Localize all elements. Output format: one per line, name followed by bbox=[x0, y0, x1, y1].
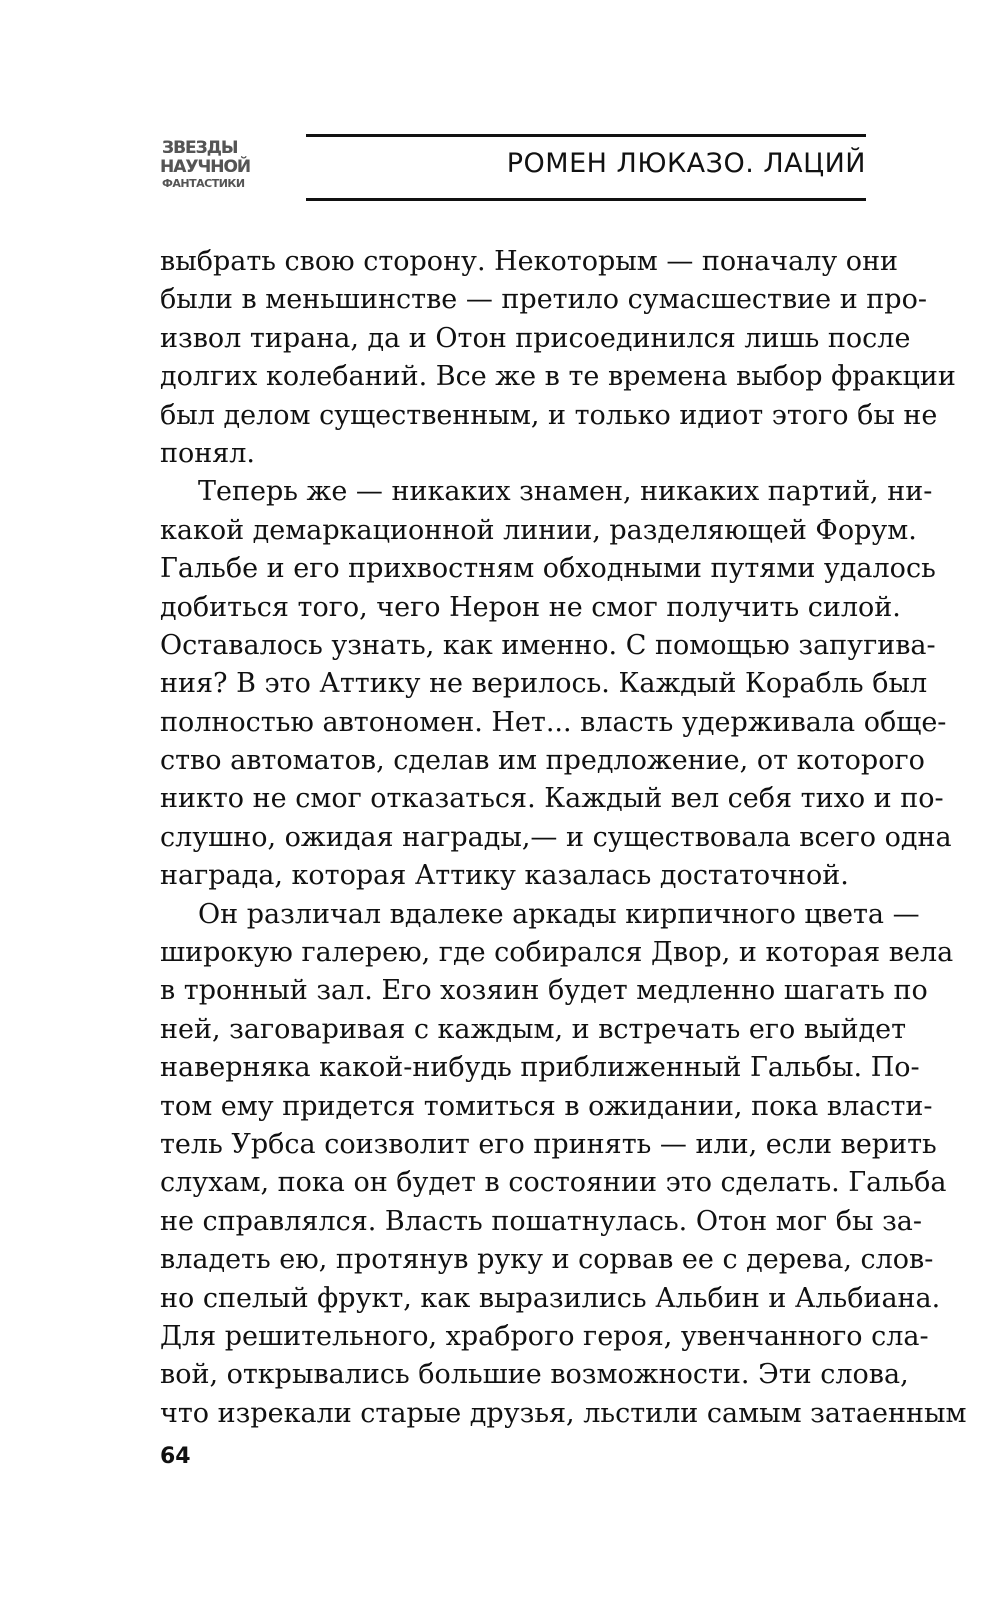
series-logo bbox=[160, 140, 270, 194]
text-line: наверняка какой-нибудь приближенный Гальбы. По- bbox=[160, 1052, 920, 1084]
text-line: тель Урбса соизволит его принять — или, если верить bbox=[160, 1128, 937, 1160]
series-logo-line-2: НАУЧНОЙ bbox=[160, 157, 251, 177]
text-line: Для решительного, храброго героя, увенчанного сла- bbox=[160, 1320, 929, 1352]
text-line: слушно, ожидая награды,— и существовала всего одна bbox=[160, 821, 952, 853]
running-head: РОМЕН ЛЮКАЗО. ЛАЦИЙ bbox=[506, 148, 866, 179]
text-line: ней, заговаривая с каждым, и встречать его выйдет bbox=[160, 1013, 907, 1045]
series-logo-line-3: ФАНТАСТИКИ bbox=[162, 177, 245, 190]
text-line: владеть ею, протянув руку и сорвав ее с дерева, слов- bbox=[160, 1244, 934, 1276]
text-line: какой демаркационной линии, разделяющей Форум. bbox=[160, 514, 917, 546]
text-line: слухам, пока он будет в состоянии это сделать. Гальба bbox=[160, 1167, 947, 1199]
text-line: выбрать свою сторону. Некоторым — поначалу они bbox=[160, 246, 899, 277]
text-line: Он различал вдалеке аркады кирпичного цвета — bbox=[198, 898, 920, 930]
text-line: что изрекали старые друзья, льстили самым затаенным bbox=[160, 1397, 967, 1429]
text-line: долгих колебаний. Все же в те времена выбор фракции bbox=[160, 361, 956, 393]
text-line: не справлялся. Власть пошатнулась. Отон мог бы за- bbox=[160, 1205, 923, 1237]
text-line: награда, которая Аттику казалась достаточной. bbox=[160, 860, 849, 892]
text-line: добиться того, чего Нерон не смог получить силой. bbox=[160, 591, 901, 623]
text-line: но спелый фрукт, как выразились Альбин и Альбиана. bbox=[160, 1282, 941, 1314]
body-text bbox=[160, 243, 967, 1433]
page-number: 64 bbox=[160, 1444, 191, 1469]
series-logo-line-1: ЗВЕЗДЫ bbox=[162, 138, 238, 158]
text-line: понял. bbox=[160, 437, 256, 469]
text-line: вой, открывались большие возможности. Эти слова, bbox=[160, 1359, 909, 1391]
text-line: ство автоматов, сделав им предложение, от которого bbox=[160, 745, 925, 777]
header-rule-bottom bbox=[306, 198, 866, 201]
text-line: в тронный зал. Его хозяин будет медленно шагать по bbox=[160, 975, 928, 1007]
header-rule-top bbox=[306, 134, 866, 137]
text-line: ния? В это Аттику не верилось. Каждый Корабль был bbox=[160, 668, 928, 700]
text-line: широкую галерею, где собирался Двор, и которая вела bbox=[160, 937, 954, 969]
text-line: том ему придется томиться в ожидании, пока власти- bbox=[160, 1090, 933, 1122]
text-line: Теперь же — никаких знамен, никаких партий, ни- bbox=[198, 476, 933, 508]
text-line: никто не смог отказаться. Каждый вел себя тихо и по- bbox=[160, 783, 944, 815]
text-line: Оставалось узнать, как именно. С помощью запугива- bbox=[160, 629, 936, 661]
text-line: Гальбе и его прихвостням обходными путями удалось bbox=[160, 553, 936, 585]
text-line: был делом существенным, и только идиот этого бы не bbox=[160, 399, 938, 431]
text-line: полностью автономен. Нет... власть удерживала обще- bbox=[160, 706, 947, 738]
text-line: были в меньшинстве — претило сумасшествие и про- bbox=[160, 284, 927, 316]
text-line: извол тирана, да и Отон присоединился лишь после bbox=[160, 322, 911, 354]
